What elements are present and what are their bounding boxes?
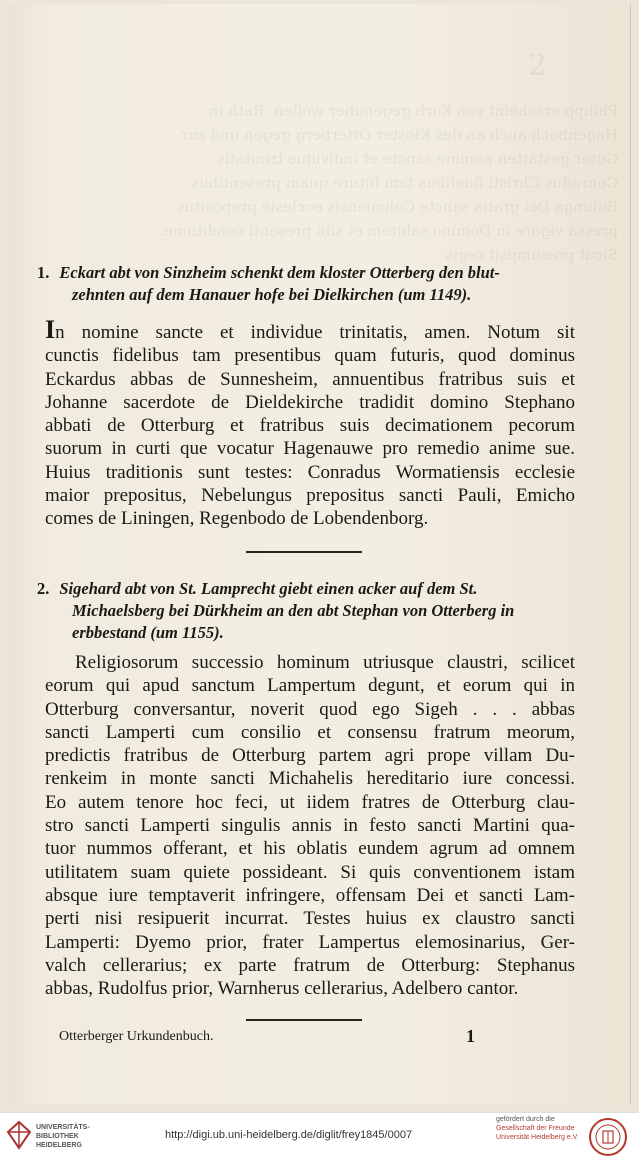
body-line: abbati de Otterburg et fratribus suis decimationem pecorum — [45, 415, 575, 437]
university-library-logo-icon[interactable] — [6, 1120, 32, 1154]
section-1-heading — [37, 262, 577, 306]
body-line: maior prepositus, Nebelungus prepositus sancti Pauli, Emicho — [45, 485, 575, 507]
book-title: Otterberger Urkundenbuch. — [59, 1029, 214, 1044]
body-line: Eckardus abbas de Sunnesheim, annuentibus fratribus suis et — [45, 368, 575, 390]
section-2-title-line-1: Sigehard abt von St. Lamprecht giebt einen acker auf dem St. — [59, 579, 478, 598]
viewer-footer-bar — [0, 1112, 639, 1159]
body-line: In nomine sancte et individue trinitatis, amen. Notum sit — [45, 315, 575, 344]
show-through-texture: Philipp erscheint von Korb gegenuber wollen. Rath in Hagenbach auch an des Kloster Otterberg gegen und zur Guter gestatten nomine sancte et individue trinitatis Conradus Christi fidelibus tam future quam presentibus Bulunga Dei gratia sancte Coloniensis ecclesie prepositus pressa vigore in Domino salutem et sibi presenti conditione. Sicut presumpsit regis — [159, 102, 618, 264]
body-line: Huius traditionis sunt testes: Conradus Wormatiensis ecclesie — [45, 461, 575, 483]
footer-rule — [246, 1019, 362, 1021]
section-2-number: 2. — [37, 579, 50, 598]
body-line: eorum qui apud sanctum Lampertum degunt, et eorum qui in — [45, 675, 575, 697]
body-line: Otterburg conversantur, noverit quod ego Sigeh . . . abbas — [45, 698, 575, 720]
body-line: sancti Lamperti cum consilio et consensu fratrum meorum, — [45, 721, 575, 743]
body-line: renkeim in monte sancti Michahelis hereditario iure concessi. — [45, 768, 575, 790]
body-line: Religiosorum successio hominum utriusque claustri, scilicet — [75, 652, 575, 673]
body-line: Lamperti: Dyemo prior, frater Lampertus elemosinarius, Ger- — [45, 931, 575, 953]
show-through-texture: 2 — [528, 54, 548, 78]
sponsor-text[interactable]: gefördert durch die Gesellschaft der Freunde Universität Heidelberg e.V. — [496, 1116, 579, 1141]
body-line: perti nisi resipuerit incurrat. Testes huius ex claustro sancti — [45, 908, 575, 930]
document-url-link[interactable]: http://digi.ub.uni-heidelberg.de/diglit/frey1845/0007 — [165, 1129, 413, 1141]
section-divider — [246, 551, 362, 553]
section-2-title-line-2: Michaelsberg bei Dürkheim an den abt Stephan von Otterberg in — [72, 601, 515, 620]
body-line: stro sancti Lamperti singulis annis in festo sancti Martini qua- — [45, 815, 575, 837]
library-name[interactable]: UNIVERSITÄTS- BIBLIOTHEK HEIDELBERG — [36, 1124, 90, 1149]
body-line: predictis fratribus de Otterburg partem agri prope villam Du- — [45, 745, 575, 767]
body-line: cunctis fidelibus tam presentibus quam futuris, quod dominus — [45, 345, 575, 367]
signature-mark: 1 — [466, 1026, 475, 1046]
drop-cap: I — [45, 315, 56, 344]
body-line: suorum in curti que vocatur Hagenauwe pro remedio anime sue. — [45, 438, 575, 460]
body-line: tuor nummos offerant, et his oblatis eundem agrum ad omnem — [45, 838, 575, 860]
section-1-number: 1. — [37, 263, 50, 282]
university-seal-icon[interactable] — [588, 1117, 628, 1159]
section-2-heading — [37, 578, 577, 644]
section-2-title-line-3: erbbestand (um 1155). — [72, 623, 224, 642]
body-line: Eo autem tenore hoc feci, ut iidem fratres de Otterburg clau- — [45, 791, 575, 813]
body-line: absque iure temptaverit infringere, offensam Dei et sancti Lam- — [45, 884, 575, 906]
body-line: abbas, Rudolfus prior, Warnherus cellerarius, Adelbero cantor. — [45, 978, 519, 1000]
body-line: Johanne sacerdote de Dieldekirche tradidit domino Stephano — [45, 391, 575, 413]
body-line: comes de Liningen, Regenbodo de Lobendenborg. — [45, 508, 429, 530]
body-line: utilitatem suam quiete possideant. Si quis conventionem istam — [45, 861, 575, 883]
section-1-body — [45, 315, 575, 531]
section-1-title-line-2: zehnten auf dem Hanauer hofe bei Dielkirchen (um 1149). — [72, 285, 472, 304]
section-2-body — [45, 651, 575, 1000]
body-line: valch cellerarius; ex parte fratrum de Otterburg: Stephanus — [45, 954, 575, 976]
section-1-title-line-1: Eckart abt von Sinzheim schenkt dem kloster Otterberg den blut- — [59, 263, 500, 282]
